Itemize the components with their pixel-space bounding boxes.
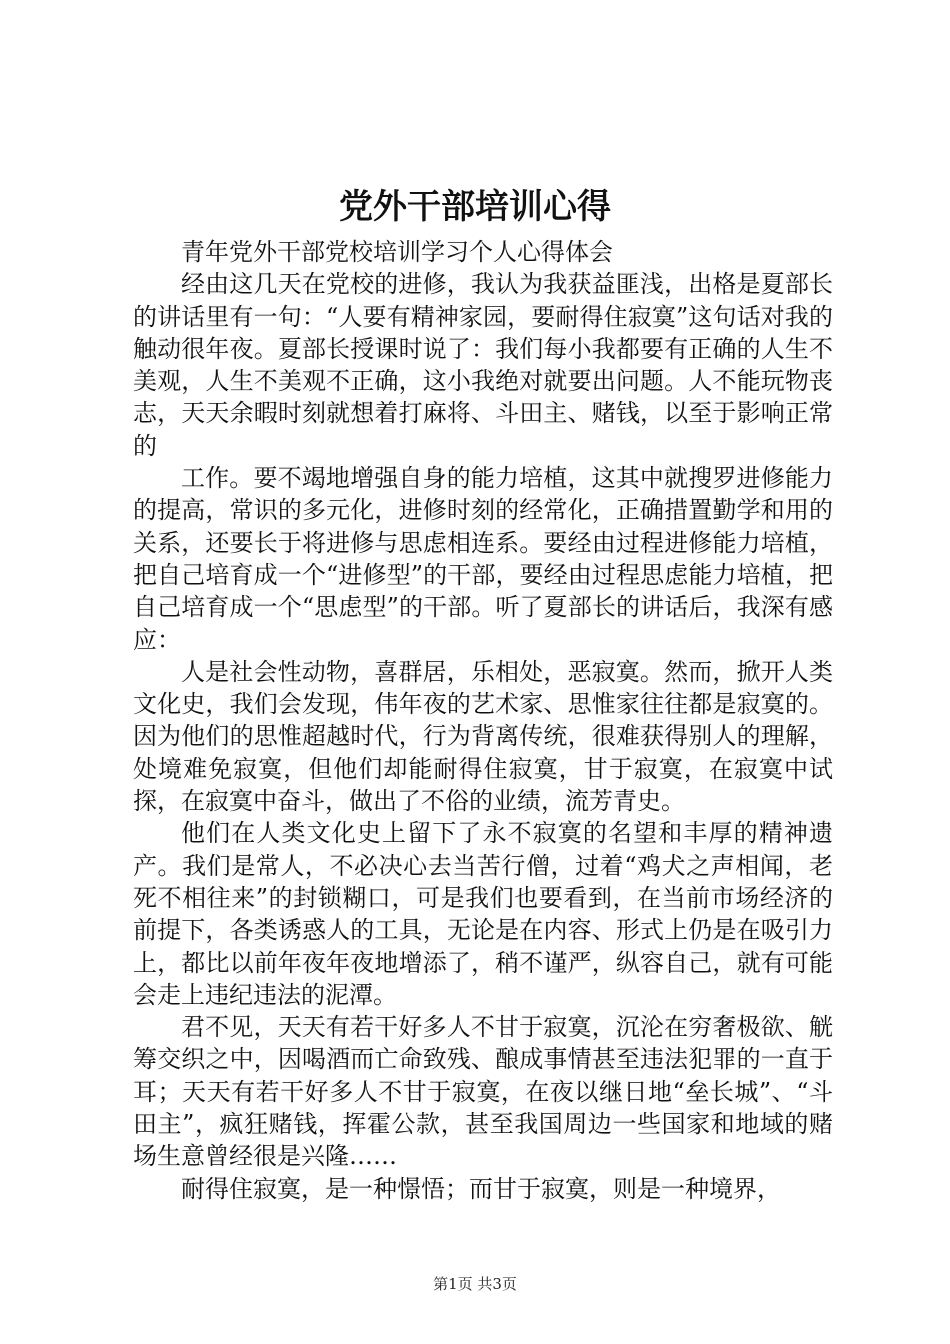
- page-footer: 第1页 共3页: [433, 1275, 517, 1293]
- paragraph-5: 君不见，天天有若干好多人不甘于寂寞，沉沦在穷奢极欲、觥筹交织之中，因喝酒而亡命致残、酿成事情甚至违法犯罪的一直于耳；天天有若干好多人不甘于寂寞，在夜以继日地“垒长城”、“斗田主”，疯狂赌钱，挥霍公款，甚至我国周边一些国家和地域的赌场生意曾经很是兴隆……: [133, 1013, 833, 1171]
- paragraph-1: 经由这几天在党校的进修，我认为我获益匪浅，出格是夏部长的讲话里有一句：“人要有精神家园，要耐得住寂寞”这句话对我的触动很年夜。夏部长授课时说了：我们每小我都要有正确的人生不美观，人生不美观不正确，这小我绝对就要出问题。人不能玩物丧志，天天余暇时刻就想着打麻将、斗田主、赌钱，以至于影响正常的: [133, 270, 833, 460]
- paragraph-3: 人是社会性动物，喜群居，乐相处，恶寂寞。然而，掀开人类文化史，我们会发现，伟年夜的艺术家、思惟家往往都是寂寞的。因为他们的思惟超越时代，行为背离传统，很难获得别人的理解，处境难免寂寞，但他们却能耐得住寂寞，甘于寂寞，在寂寞中试探，在寂寞中奋斗，做出了不俗的业绩，流芳青史。: [133, 657, 833, 816]
- subtitle-line: 青年党外干部党校培训学习个人心得体会: [181, 238, 613, 266]
- paragraph-2: 工作。要不竭地增强自身的能力培植，这其中就搜罗进修能力的提高，常识的多元化，进修时刻的经常化，正确措置勤学和用的关系，还要长于将进修与思虑相连系。要经由过程进修能力培植，把自己培育成一个“进修型”的干部，要经由过程思虑能力培植，把自己培育成一个“思虑型”的干部。听了夏部长的讲话后，我深有感应：: [133, 464, 833, 654]
- document-body: [133, 236, 833, 1205]
- page-title: 党外干部培训心得: [339, 187, 611, 227]
- paragraph-6: 耐得住寂寞，是一种憬悟；而甘于寂寞，则是一种境界，: [181, 1174, 781, 1203]
- paragraph-4: 他们在人类文化史上留下了永不寂寞的名望和丰厚的精神遗产。我们是常人，不必决心去当苦行僧，过着“鸡犬之声相闻，老死不相往来”的封锁糊口，可是我们也要看到，在当前市场经济的前提下，各类诱惑人的工具，无论是在内容、形式上仍是在吸引力上，都比以前年夜年夜地增添了，稍不谨严，纵容自己，就有可能会走上违纪违法的泥潭。: [133, 819, 833, 1009]
